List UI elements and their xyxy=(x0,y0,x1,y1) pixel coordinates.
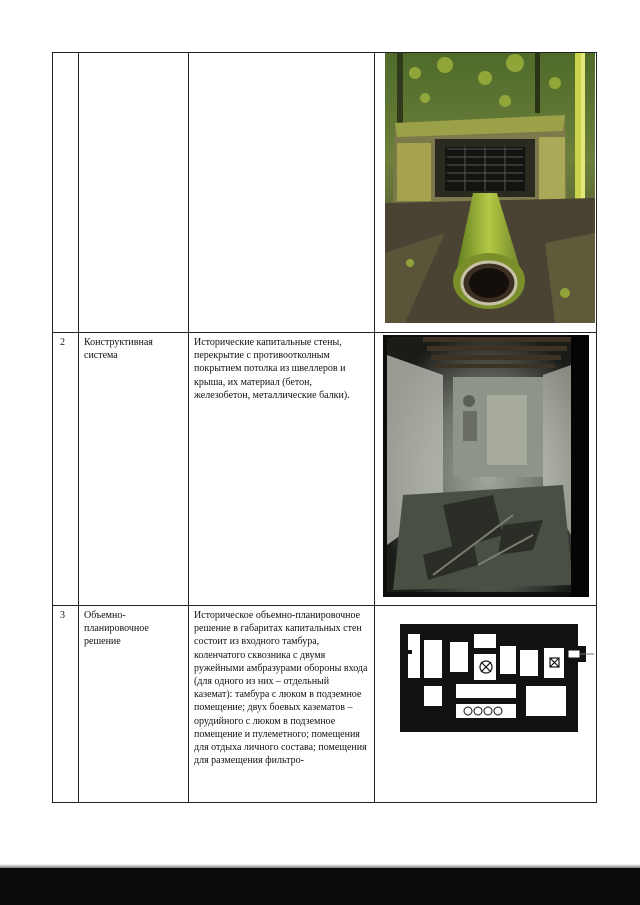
row-description-cell: Исторические капитальные стены, перекрытие с противоотколным покрытием потолка из швеллеров и крыша, их материал (бетон, железобетон, металлические балки). xyxy=(189,333,375,606)
document-table xyxy=(52,52,597,803)
scan-edge-band xyxy=(0,868,640,905)
row-description-cell xyxy=(189,53,375,333)
table-row xyxy=(53,333,597,606)
row-name-cell: Объемно-планировочное решение xyxy=(79,606,189,803)
row-image-cell xyxy=(375,53,597,333)
row-number-cell: 2 xyxy=(53,333,79,606)
row-name-cell xyxy=(79,53,189,333)
table-row xyxy=(53,53,597,333)
row-number-cell: 3 xyxy=(53,606,79,803)
photo-bunker-entrance-pipe xyxy=(385,53,595,323)
row-image-cell xyxy=(375,333,597,606)
floor-plan-drawing xyxy=(400,624,596,736)
row-number-cell xyxy=(53,53,79,333)
row-image-cell xyxy=(375,606,597,803)
row-description-cell: Историческое объемно-планировочное решение в габаритах капитальных стен состоит из входного тамбура, коленчатого сквозника с двумя ружейными амбразурами обороны входа (для одного из них – отдельный каземат): тамбура с люком в подземное помещение; двух боевых казематов – орудийного с люком в подземное помещение и пулеметного; помещения для отдыха личного состава; помещения для размещения фильтро- xyxy=(189,606,375,803)
photo-bunker-interior-casemate xyxy=(383,335,589,597)
table-row xyxy=(53,606,597,803)
row-name-cell: Конструктивная система xyxy=(79,333,189,606)
